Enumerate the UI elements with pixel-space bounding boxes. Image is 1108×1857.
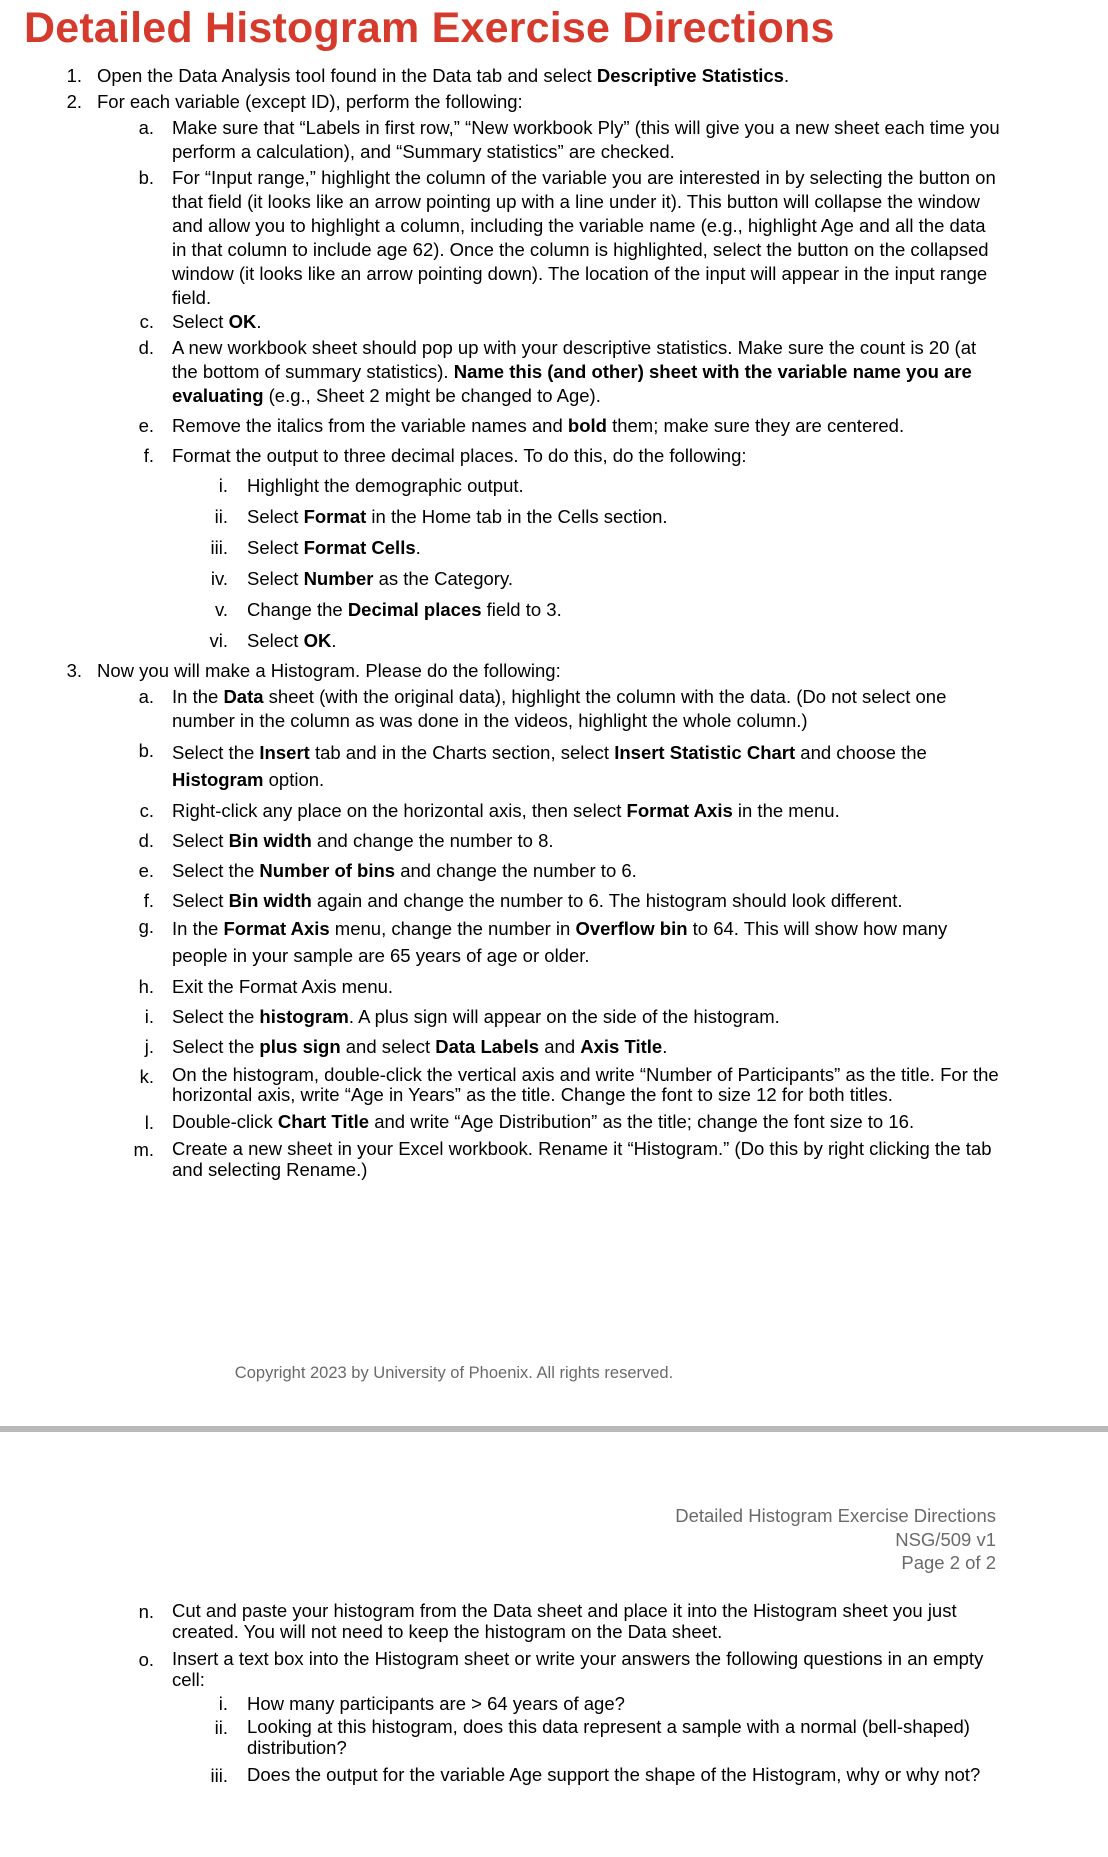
step-3i bbox=[0, 1005, 1108, 1029]
step-3d-marker: d. bbox=[138, 830, 154, 851]
step-3f-bold: Bin width bbox=[228, 890, 312, 911]
step-3i-text-end: . A plus sign will appear on the side of the histogram. bbox=[348, 1006, 780, 1027]
step-3a-text: In the bbox=[172, 686, 224, 707]
step-3o-marker: o. bbox=[138, 1649, 154, 1670]
step-3b bbox=[0, 739, 1108, 793]
instructions-page-2 bbox=[0, 1600, 1108, 1785]
step-3o-ii-text: Looking at this histogram, does this data represent a sample with a normal (bell-shaped) distribution? bbox=[247, 1716, 970, 1758]
step-2f-iv-text: Select bbox=[247, 568, 304, 589]
step-3c bbox=[0, 799, 1108, 823]
step-3-text: Now you will make a Histogram. Please do the following: bbox=[97, 660, 561, 681]
step-3d-bold: Bin width bbox=[228, 830, 312, 851]
step-2a bbox=[0, 116, 1108, 164]
step-3g-bold-2: Overflow bin bbox=[575, 918, 688, 939]
step-2f-ii-text: Select bbox=[247, 506, 304, 527]
step-3o-iii bbox=[0, 1764, 1108, 1785]
step-2d-marker: d. bbox=[138, 337, 154, 358]
step-2f-marker: f. bbox=[143, 445, 154, 466]
step-3a-marker: a. bbox=[138, 686, 154, 707]
copyright-footer bbox=[0, 1364, 1108, 1383]
step-2f-ii-bold: Format bbox=[303, 506, 367, 527]
step-3b-bold-3: Histogram bbox=[172, 769, 264, 790]
step-3o-ii bbox=[0, 1716, 1108, 1758]
step-2c-text-end: . bbox=[256, 311, 262, 332]
step-3j-text-3: and bbox=[539, 1036, 581, 1057]
step-3-number: 3. bbox=[66, 660, 82, 681]
step-2f-i-marker: i. bbox=[218, 475, 228, 496]
step-3l-text: Double-click bbox=[172, 1111, 278, 1132]
step-3b-text-end: option. bbox=[263, 769, 325, 790]
step-2f-v-text: Change the bbox=[247, 599, 348, 620]
step-3b-text: Select the bbox=[172, 742, 260, 763]
step-2f bbox=[0, 444, 1108, 468]
step-3j-bold-2: Data Labels bbox=[435, 1036, 540, 1057]
copyright-text: Copyright 2023 by University of Phoenix. All rights reserved. bbox=[234, 1364, 674, 1382]
step-3l-text-end: and write “Age Distribution” as the title; change the font size to 16. bbox=[369, 1111, 915, 1132]
step-3l bbox=[0, 1111, 1108, 1132]
step-3i-marker: i. bbox=[144, 1006, 154, 1027]
step-3 bbox=[0, 659, 1108, 683]
step-3g-marker: g. bbox=[138, 916, 154, 937]
instructions-page-1 bbox=[0, 64, 1108, 1180]
step-3m-text: Create a new sheet in your Excel workbook. Rename it “Histogram.” (Do this by right clicking the tab and selecting Rename.) bbox=[172, 1138, 992, 1180]
step-3d bbox=[0, 829, 1108, 853]
step-3g-text-2: menu, change the number in bbox=[329, 918, 576, 939]
step-3o-iii-marker: iii. bbox=[210, 1765, 228, 1786]
step-2f-vi-marker: vi. bbox=[209, 630, 228, 651]
step-3k-text: On the histogram, double-click the vertical axis and write “Number of Participants” as the title. For the horizontal axis, write “Age in Years” as the title. Change the font to size 12 for both titles. bbox=[172, 1064, 999, 1105]
step-3a-bold: Data bbox=[223, 686, 264, 707]
step-3b-bold-1: Insert bbox=[259, 742, 310, 763]
step-2f-text: Format the output to three decimal places. To do this, do the following: bbox=[172, 445, 747, 466]
step-3f bbox=[0, 889, 1108, 913]
step-2e-text: Remove the italics from the variable names and bbox=[172, 415, 568, 436]
step-3j-text: Select the bbox=[172, 1036, 260, 1057]
step-3h-marker: h. bbox=[138, 976, 154, 997]
step-3e-bold: Number of bins bbox=[259, 860, 396, 881]
step-2f-v bbox=[0, 598, 1108, 622]
step-3c-marker: c. bbox=[139, 800, 154, 821]
step-3g bbox=[0, 915, 1108, 969]
step-2f-iii bbox=[0, 536, 1108, 560]
step-2f-vi-text: Select bbox=[247, 630, 304, 651]
step-2f-v-marker: v. bbox=[214, 599, 228, 620]
step-3i-bold: histogram bbox=[259, 1006, 349, 1027]
step-2c-marker: c. bbox=[139, 311, 154, 332]
step-2f-ii-marker: ii. bbox=[214, 506, 228, 527]
step-3j-bold-3: Axis Title bbox=[580, 1036, 663, 1057]
step-2c-text: Select bbox=[172, 311, 229, 332]
step-3l-marker: l. bbox=[144, 1112, 154, 1133]
step-3m-marker: m. bbox=[133, 1139, 154, 1160]
step-3j-text-2: and select bbox=[340, 1036, 436, 1057]
step-2f-ii-text-end: in the Home tab in the Cells section. bbox=[366, 506, 668, 527]
step-3g-text-end: to 64. This will show how many people in your sample are 65 years of age or older. bbox=[172, 918, 948, 966]
step-2c-bold: OK bbox=[228, 311, 257, 332]
step-3o-i-marker: i. bbox=[218, 1693, 228, 1714]
step-3j-text-end: . bbox=[662, 1036, 668, 1057]
step-2f-v-bold: Decimal places bbox=[347, 599, 482, 620]
step-2f-vi bbox=[0, 629, 1108, 653]
step-3d-text: Select bbox=[172, 830, 229, 851]
header-document-title: Detailed Histogram Exercise Directions bbox=[675, 1505, 996, 1526]
step-2 bbox=[0, 90, 1108, 114]
step-2e-bold: bold bbox=[567, 415, 607, 436]
step-1-bold: Descriptive Statistics bbox=[596, 65, 784, 86]
step-1-text-end: . bbox=[783, 65, 790, 86]
step-2e-marker: e. bbox=[138, 415, 154, 436]
step-3b-text-2: tab and in the Charts section, select bbox=[309, 742, 615, 763]
step-2e-text-end: them; make sure they are centered. bbox=[606, 415, 905, 436]
step-3o-text: Insert a text box into the Histogram sheet or write your answers the following questions in an empty cell: bbox=[172, 1648, 984, 1690]
step-3f-marker: f. bbox=[143, 890, 154, 911]
step-3e-text: Select the bbox=[172, 860, 260, 881]
step-3e-marker: e. bbox=[138, 860, 154, 881]
step-3c-bold: Format Axis bbox=[626, 800, 733, 821]
step-2f-iii-marker: iii. bbox=[210, 537, 228, 558]
step-3f-text: Select bbox=[172, 890, 229, 911]
step-2-text: For each variable (except ID), perform the following: bbox=[97, 91, 523, 112]
step-3n-text: Cut and paste your histogram from the Data sheet and place it into the Histogram sheet you just created. You will not need to keep the histogram on the Data sheet. bbox=[172, 1600, 957, 1642]
step-2d-text: A new workbook sheet should pop up with your descriptive statistics. Make sure the count is 20 (at the bottom of summary statistics). bbox=[172, 337, 977, 382]
step-3f-text-end: again and change the number to 6. The histogram should look different. bbox=[311, 890, 903, 911]
step-2f-vi-bold: OK bbox=[303, 630, 332, 651]
step-2b bbox=[0, 166, 1108, 310]
step-3k bbox=[0, 1065, 1108, 1105]
step-3o-iii-text: Does the output for the variable Age support the shape of the Histogram, why or why not? bbox=[247, 1764, 981, 1785]
step-2-number: 2. bbox=[66, 91, 82, 112]
step-3l-bold: Chart Title bbox=[277, 1111, 370, 1132]
step-3k-marker: k. bbox=[139, 1066, 154, 1087]
step-3i-text: Select the bbox=[172, 1006, 260, 1027]
step-3h bbox=[0, 975, 1108, 999]
step-3j bbox=[0, 1035, 1108, 1059]
document-title: Detailed Histogram Exercise Directions bbox=[24, 4, 835, 52]
step-2a-text: Make sure that “Labels in first row,” “New workbook Ply” (this will give you a new sheet each time you perform a calculation), and “Summary statistics” are checked. bbox=[172, 117, 1000, 162]
step-3c-text: Right-click any place on the horizontal axis, then select bbox=[172, 800, 627, 821]
step-3g-bold-1: Format Axis bbox=[223, 918, 330, 939]
step-2f-iv-text-end: as the Category. bbox=[373, 568, 513, 589]
step-3m bbox=[0, 1138, 1108, 1180]
step-2b-text: For “Input range,” highlight the column of the variable you are interested in by selecting the button on that field (it looks like an arrow pointing up with a line under it). This button will collapse the window and allow you to highlight a column, including the variable name (e.g., highlight Age and all the data in that column to include age 62). Once the column is highlighted, select the button on the collapsed window (it looks like an arrow pointing down). The location of the input will appear in the input range field. bbox=[172, 167, 996, 308]
step-2d bbox=[0, 336, 1108, 408]
page-2 bbox=[0, 1432, 1108, 1857]
page-2-header bbox=[675, 1504, 996, 1575]
step-2f-i bbox=[0, 474, 1108, 498]
header-course-code: NSG/509 v1 bbox=[895, 1528, 996, 1550]
step-2f-iii-bold: Format Cells bbox=[303, 537, 416, 558]
step-1 bbox=[0, 64, 1108, 88]
step-3b-marker: b. bbox=[138, 740, 154, 761]
step-2b-marker: b. bbox=[138, 167, 154, 188]
step-3d-text-end: and change the number to 8. bbox=[311, 830, 554, 851]
step-2c bbox=[0, 310, 1108, 334]
step-3b-text-3: and choose the bbox=[795, 742, 927, 763]
step-2d-text-end: (e.g., Sheet 2 might be changed to Age). bbox=[263, 385, 601, 406]
step-2f-i-text: Highlight the demographic output. bbox=[247, 475, 524, 496]
step-2e bbox=[0, 414, 1108, 438]
step-1-text: Open the Data Analysis tool found in the Data tab and select bbox=[97, 65, 597, 86]
step-2f-iv bbox=[0, 567, 1108, 591]
step-3o-ii-marker: ii. bbox=[214, 1717, 228, 1738]
step-2d-bold: Name this (and other) sheet with the variable name you are evaluating bbox=[172, 361, 972, 406]
step-3n-marker: n. bbox=[138, 1601, 154, 1622]
step-1-number: 1. bbox=[66, 65, 82, 86]
step-3o-i-text: How many participants are > 64 years of age? bbox=[247, 1693, 625, 1714]
step-3e-text-end: and change the number to 6. bbox=[395, 860, 637, 881]
step-2f-v-text-end: field to 3. bbox=[481, 599, 562, 620]
step-3j-bold-1: plus sign bbox=[259, 1036, 341, 1057]
step-2f-vi-text-end: . bbox=[331, 630, 337, 651]
step-2f-iv-bold: Number bbox=[303, 568, 374, 589]
step-3a bbox=[0, 685, 1108, 733]
step-2f-iii-text-end: . bbox=[415, 537, 421, 558]
step-2f-iv-marker: iv. bbox=[210, 568, 228, 589]
step-3a-text-end: sheet (with the original data), highlight the column with the data. (Do not select one number in the column as was done in the videos, highlight the whole column.) bbox=[172, 686, 947, 731]
step-3g-text: In the bbox=[172, 918, 224, 939]
step-3c-text-end: in the menu. bbox=[732, 800, 840, 821]
step-3o bbox=[0, 1648, 1108, 1690]
step-3h-text: Exit the Format Axis menu. bbox=[172, 976, 394, 997]
header-page-number: Page 2 of 2 bbox=[901, 1552, 996, 1573]
step-3e bbox=[0, 859, 1108, 883]
step-3n bbox=[0, 1600, 1108, 1642]
step-2f-iii-text: Select bbox=[247, 537, 304, 558]
step-2f-ii bbox=[0, 505, 1108, 529]
step-3o-i bbox=[0, 1692, 1108, 1716]
step-2a-marker: a. bbox=[138, 117, 154, 138]
step-3b-bold-2: Insert Statistic Chart bbox=[614, 742, 796, 763]
step-3j-marker: j. bbox=[144, 1036, 154, 1057]
